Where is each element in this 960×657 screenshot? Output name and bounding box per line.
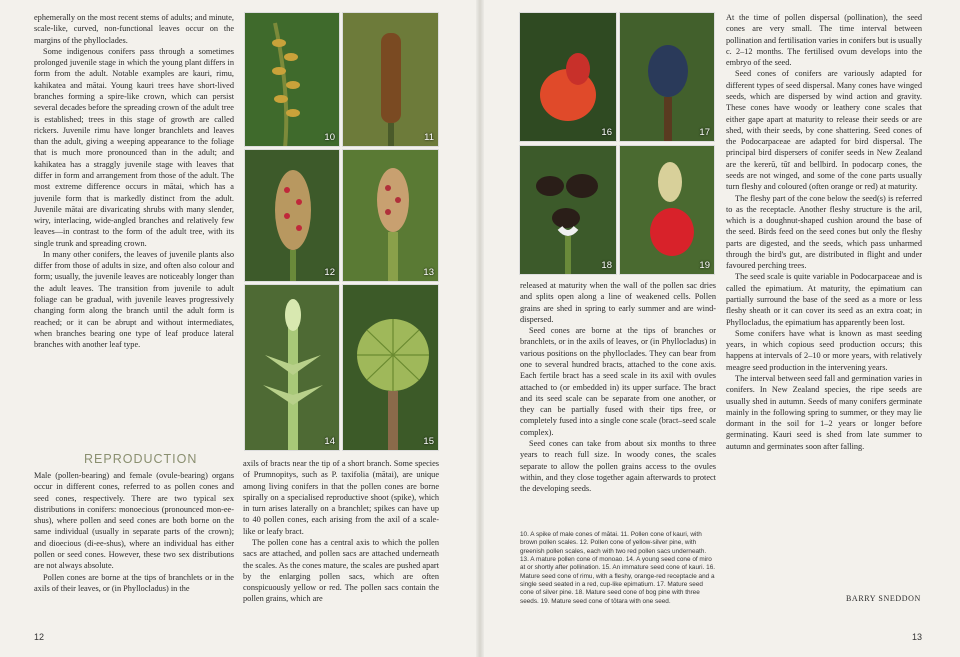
paragraph: In many other conifers, the leaves of juvenile plants also differ from those of adults in size, and often also colour and form; usually, the juvenile leaves are noticeably longer than the adult leaves. The transition from juvenile to adult foliage can be gradual, with juvenile leaves progressively changing form along the branch until the adult form is reached; or it can be abrupt and without intermediates, when branches bearing one type of leaf produce lateral branches with another leaf type. <box>34 249 234 350</box>
photo-16-image <box>520 13 617 142</box>
author-credit: BARRY SNEDDON <box>846 594 921 603</box>
photo-19-image <box>620 146 715 275</box>
photo-number: 17 <box>699 127 710 138</box>
paragraph: axils of bracts near the tip of a short branch. Some species of Prumnopitys, such as P. taxifolia (mātai), are unique among living conifers in that the pollen cones are borne spirally on a specialised reproductive shoot (spike), which in turn arises laterally on a branchlet; spikes can have up to 40 pollen cones, each arising from the axil of a scale-like or leafy bract. <box>243 459 439 536</box>
photo-number: 19 <box>699 260 710 271</box>
page-number-left: 12 <box>34 632 45 642</box>
photo-number: 10 <box>324 132 335 143</box>
photo-number: 15 <box>423 436 434 447</box>
left-column-top <box>34 12 234 350</box>
paragraph: Seed cones can take from about six months to three years to reach full size. In woody cones, the scales separate to allow the pollen grains access to the ovules within, and they close together again afterwards to protect the developing seeds. <box>520 438 716 494</box>
book-gutter <box>476 0 484 657</box>
photo-number: 14 <box>324 436 335 447</box>
paragraph: ephemerally on the most recent stems of adults; and minute, scale-like, curved, non-functional leaves occur on the margins of the phylloclades. <box>34 13 234 45</box>
photo-11 <box>342 12 439 147</box>
photo-16 <box>519 12 617 142</box>
paragraph: Some indigenous conifers pass through a sometimes prolonged juvenile stage in which the young plant differs in form from the adult. Notable examples are kauri, rimu, kahikatea and mātai. Young kauri trees have short-lived branches forming a spire-like crown, which can persist several decades before the spreading crown of the adult tree is established; trees in this stage of growth are called rickers. Juvenile rimu have longer branchlets and leaves than the adult, giving a weeping appearance to the foliage that is much more pronounced than in the adult; and kahikatea has a straggly juvenile stage with leaves that differ in form and arrangement from those of the adult. The most extreme difference occurs in mātai, which has a juvenile form that is markedly distinct from the adult. Juvenile mātai are divaricating shrubs with many slender, wiry, interlacing, wide-angled branches and relatively few leaves—in contrast to the form of the adult tree, with its single trunk and spreading crown. <box>34 46 234 248</box>
page-number-right: 13 <box>912 632 923 642</box>
photo-number: 12 <box>324 267 335 278</box>
left-column-bottom <box>34 470 234 594</box>
left-column-2 <box>243 458 439 605</box>
paragraph: Pollen cones are borne at the tips of branchlets or in the axils of their leaves, or (in Phyllocladus) in the <box>34 572 234 593</box>
paragraph: Male (pollen-bearing) and female (ovule-bearing) organs occur in different cones, referred to as pollen cones and seed cones, respectively. There are two typical sex distributions in conifers: monoecious (pronounced mon-ee-shus), where pollen and seed cones are both borne on the same individual (usually in separate parts of the crown); and dioecious (di-ee-shus), where an individual has either pollen or seed cones. However, these two sex distributions are not always absolute. <box>34 471 234 571</box>
photo-15 <box>342 284 439 451</box>
photo-12-image <box>245 150 340 282</box>
paragraph: Seed cones are borne at the tips of branches or branchlets, or in the axils of leaves, or (in Phyllocladus) in various positions on the phylloclades. They can bear from one to several hundred bracts, attached to the cone axis. Each fertile bract has a seed scale in its axil with ovules attached to (or embedded in) its upper surface. The bract and its seed scale can be separate from one another, or they can be partially fused with their tips free, or completely fused into a single cone scale (bract–seed scale complex). <box>520 326 716 437</box>
photo-10-image <box>245 13 340 147</box>
right-column-1 <box>520 280 716 494</box>
paragraph: Some conifers have what is known as mast seeding years, in which copious seed production occurs; this happens at intervals of 2–10 or more years, with relatively meagre seed production in the intervening years. <box>726 328 922 372</box>
photo-18-image <box>520 146 617 275</box>
figure-caption: 10. A spike of male cones of mātai. 11. Pollen cone of kauri, with brown pollen scales. 12. Pollen cone of yellow-silver pine, with greenish pollen scales, each with two red pollen sacs underneath. 13. A mature pollen cone of monoao. 14. A young seed cone of miro at or shortly after pollination. 15. An immature seed cone of kauri. 16. Mature seed cone of rimu, with a fleshy, orange-red receptacle and a single seed seated in a red, cup-like epimatium. 17. Mature seed cone of silver pine. 18. Mature seed cone of bog pine with three seeds. 19. Mature seed cone of tōtara with one seed. <box>520 531 716 605</box>
photo-15-image <box>343 285 439 451</box>
photo-number: 16 <box>601 127 612 138</box>
paragraph: The pollen cone has a central axis to which the pollen sacs are attached, and pollen sacs are attached underneath the scales. As the cones mature, the scales are pushed apart by the enlarging pollen sacs, which are often conspicuously yellow or red. The pollen sacs contain the pollen grains, which are <box>243 537 439 604</box>
photo-number: 13 <box>423 267 434 278</box>
photo-14-image <box>245 285 340 451</box>
photo-12 <box>244 149 340 282</box>
photo-18 <box>519 145 617 275</box>
photo-number: 18 <box>601 260 612 271</box>
photo-17-image <box>620 13 715 142</box>
section-heading: REPRODUCTION <box>84 452 198 466</box>
paragraph: released at maturity when the wall of the pollen sac dries and splits open along a line of weakened cells. Pollen grains are shed in spring to early summer and are wind-dispersed. <box>520 281 716 324</box>
photo-17 <box>619 12 715 142</box>
paragraph: The fleshy part of the cone below the seed(s) is referred to as the receptacle. Another fleshy structure is the aril, which is a doughnut-shaped cushion around the base of the seed. Birds feed on the seed cones but only the fleshy parts are digested, and the seeds, which pass unharmed through the bird's gut, are distributed in flight and under favoured perching trees. <box>726 193 922 271</box>
photo-19 <box>619 145 715 275</box>
photo-13 <box>342 149 439 282</box>
paragraph: At the time of pollen dispersal (pollination), the seed cones are very small. The time interval between pollination and fertilisation varies in conifers but is usually c. 2–12 months. The fertilised ovum develops into the embryo of the seed. <box>726 13 922 68</box>
paragraph: The interval between seed fall and germination varies in conifers. In New Zealand species, the ripe seeds are usually shed in autumn. Seeds of many conifers germinate mainly in the following spring to summer, or they may lie dormant in the soil for 1–2 years or longer before germinating. Kauri seed is shed from late summer to autumn and germinates soon after falling. <box>726 374 922 451</box>
photo-13-image <box>343 150 439 282</box>
photo-10 <box>244 12 340 147</box>
right-column-2 <box>726 12 922 452</box>
paragraph: The seed scale is quite variable in Podocarpaceae and is called the epimatium. At maturity, the epimatium can partially surround the base of the seed as a more or less fleshy sheath or it can cover its seed as an extra coat; in Phyllocladus, the epimatium has apparently been lost. <box>726 272 922 327</box>
paragraph: Seed cones of conifers are variously adapted for different types of seed dispersal. Many cones have winged seeds, which are dispersed by wind action and gravity. These cones have woody or leathery cone scales that either gape apart at maturity to release their seeds or are shed, with their seeds, by cone shattering. Seed cones of the Podocarpaceae are adapted for bird dispersal. The principal bird dispersers of conifer seeds in New Zealand are the kererū, tūī and bellbird. In podocarp cones, the seeds are not winged, and some of the cone parts usually turn fleshy and coloured (often orange or red) at maturity. <box>726 69 922 192</box>
photo-number: 11 <box>424 132 434 143</box>
photo-11-image <box>343 13 439 147</box>
photo-14 <box>244 284 340 451</box>
